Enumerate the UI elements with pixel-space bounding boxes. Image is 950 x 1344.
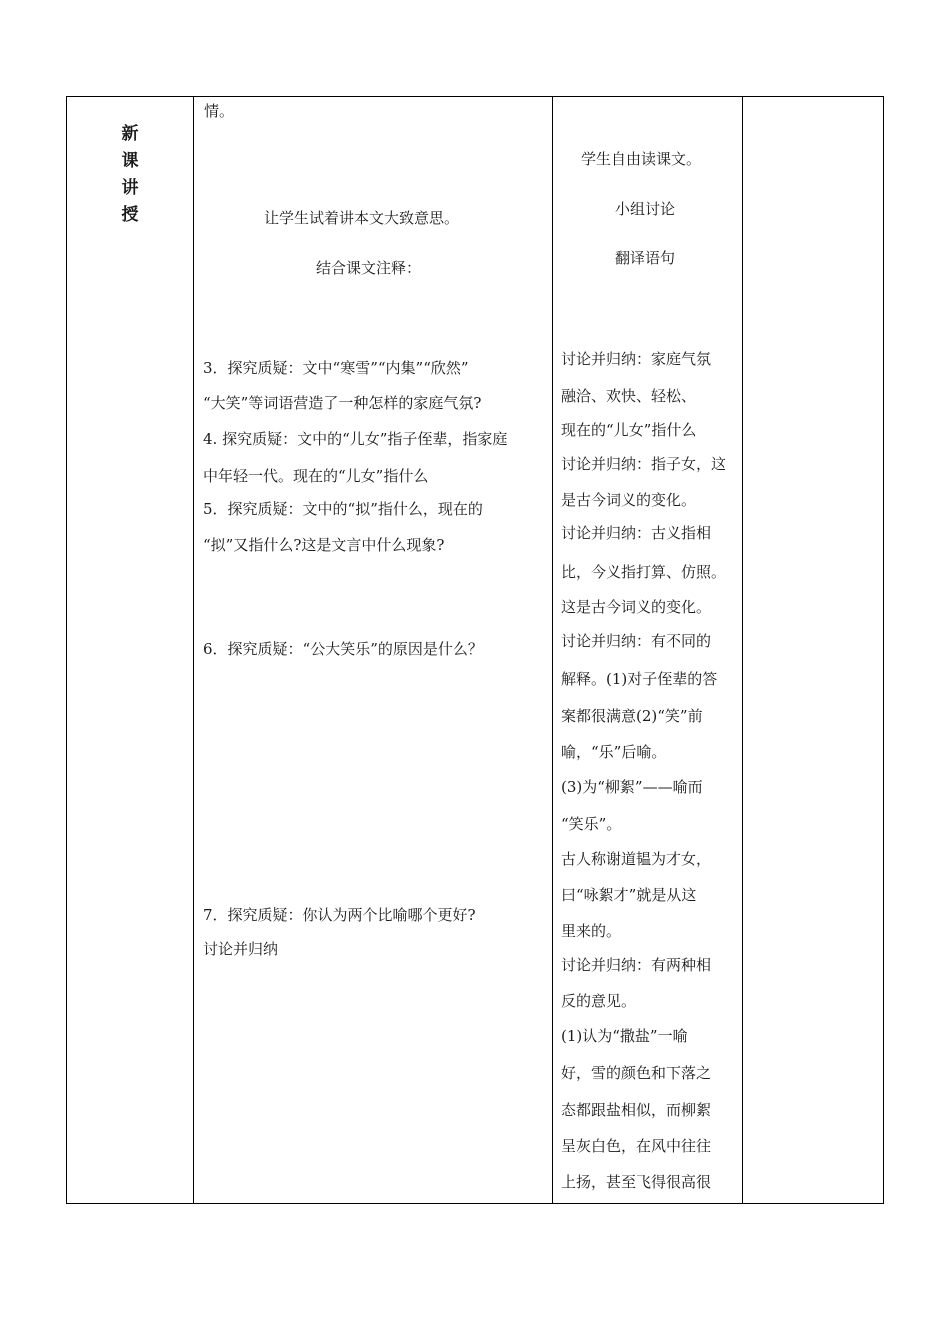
student-text-line: 案都很满意(2)“笑”前 bbox=[561, 707, 703, 725]
student-text-line: 态都跟盐相似，而柳絮 bbox=[561, 1101, 712, 1119]
student-text-line: 现在的“儿女”指什么 bbox=[561, 421, 697, 439]
teacher-text-line: “拟”又指什么?这是文言中什么现象? bbox=[203, 536, 445, 554]
student-text-line: (3)为“柳絮”——喻而 bbox=[561, 778, 703, 796]
teacher-text-line: 讨论并归纳 bbox=[203, 940, 279, 958]
teacher-text-line: 中年轻一代。现在的“儿女”指什么 bbox=[203, 467, 429, 485]
teacher-text-line: 情。 bbox=[204, 102, 235, 120]
student-text-line: 解释。(1)对子侄辈的答 bbox=[561, 670, 718, 688]
student-text-line: 曰“咏絮才”就是从这 bbox=[561, 886, 697, 904]
teacher-text-line: 6．探究质疑：“公大笑乐”的原因是什么？ bbox=[203, 640, 483, 658]
student-text-line: 讨论并归纳：家庭气氛 bbox=[561, 350, 712, 368]
student-text-line: 讨论并归纳：有不同的 bbox=[561, 632, 712, 650]
teacher-text-line: 7．探究质疑：你认为两个比喻哪个更好? bbox=[203, 906, 476, 924]
column-divider bbox=[552, 97, 553, 1203]
teacher-text-line: “大笑”等词语营造了一种怎样的家庭气氛? bbox=[203, 394, 482, 412]
student-text-line: 是古今词义的变化。 bbox=[561, 491, 697, 509]
student-text-line: 这是古今词义的变化。 bbox=[561, 598, 712, 616]
student-text-line: 上扬，甚至飞得很高很 bbox=[561, 1173, 712, 1191]
student-text-line: 讨论并归纳：古义指相 bbox=[561, 524, 712, 542]
teacher-text-line: 5．探究质疑：文中的“拟”指什么，现在的 bbox=[203, 500, 483, 518]
student-text-line: 比，今义指打算、仿照。 bbox=[561, 563, 727, 581]
student-text-line: 翻译语句 bbox=[615, 249, 676, 267]
student-text-line: 学生自由读课文。 bbox=[581, 150, 702, 168]
student-text-line: 反的意见。 bbox=[561, 992, 637, 1010]
student-text-line: 小组讨论 bbox=[615, 200, 676, 218]
column-divider bbox=[742, 97, 743, 1203]
student-text-line: “笑乐”。 bbox=[561, 815, 622, 833]
student-text-line: 讨论并归纳：有两种相 bbox=[561, 956, 712, 974]
teacher-text-line: 让学生试着讲本文大致意思。 bbox=[264, 209, 460, 227]
stage-label-char: 课 bbox=[121, 151, 139, 171]
stage-label bbox=[115, 121, 145, 229]
stage-label-char: 讲 bbox=[121, 178, 139, 198]
student-text-line: 呈灰白色，在风中往往 bbox=[561, 1137, 712, 1155]
student-text-line: (1)认为“撒盐”一喻 bbox=[561, 1027, 688, 1045]
teacher-text-line: 结合课文注释： bbox=[316, 259, 422, 277]
stage-label-char: 新 bbox=[121, 124, 139, 144]
column-divider bbox=[193, 97, 194, 1203]
student-text-line: 好，雪的颜色和下落之 bbox=[561, 1064, 712, 1082]
teacher-text-line: 3．探究质疑：文中“寒雪”“内集”“欣然” bbox=[203, 359, 469, 377]
student-text-line: 古人称谢道韫为才女， bbox=[561, 850, 712, 868]
student-text-line: 喻，“乐”后喻。 bbox=[561, 743, 667, 761]
student-text-line: 里来的。 bbox=[561, 922, 622, 940]
lesson-table bbox=[66, 96, 884, 1204]
teacher-text-line: 4. 探究质疑：文中的“儿女”指子侄辈，指家庭 bbox=[203, 430, 508, 448]
stage-label-char: 授 bbox=[121, 205, 139, 225]
student-text-line: 融洽、欢快、轻松、 bbox=[561, 387, 697, 405]
student-text-line: 讨论并归纳：指子女，这 bbox=[561, 455, 727, 473]
